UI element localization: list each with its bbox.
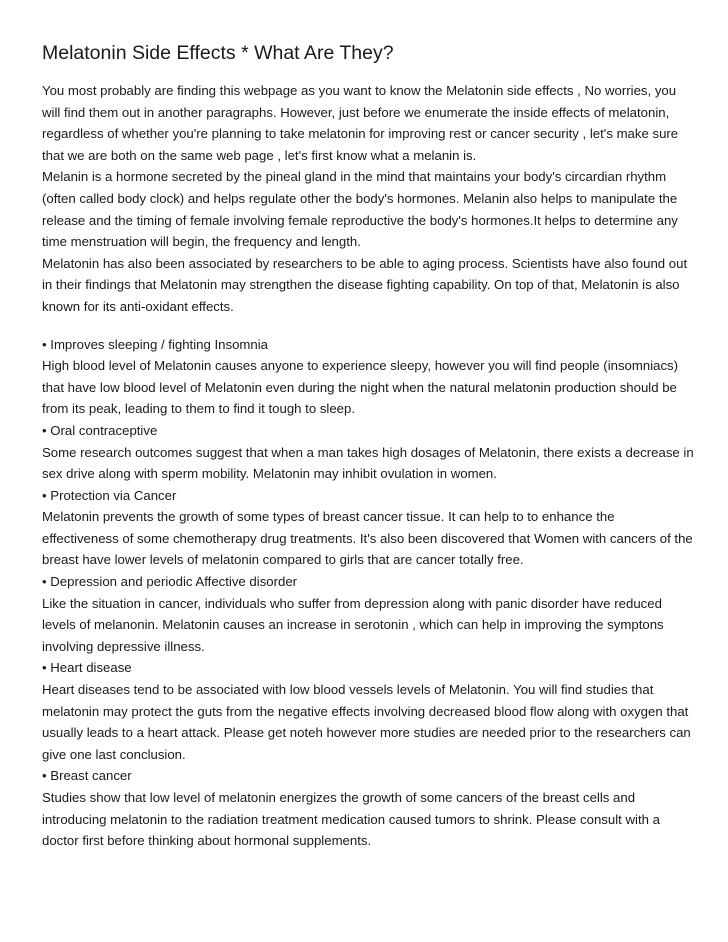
section-text: Some research outcomes suggest that when a man takes high dosages of Melatonin, there exists a decrease in sex drive along with sperm mobility. Melatonin may inhibit ovulation in women. [42, 444, 694, 482]
effects-list [42, 334, 694, 852]
section-spacer [42, 318, 694, 334]
intro-paragraph: Melatonin has also been associated by researchers to be able to aging process. Scientists have also found out in their findings that Melatonin may strengthen the disease fighting capability. On top of that, Melatonin is also known for its anti-oxidant effects. [42, 255, 688, 314]
section-text: Melatonin prevents the growth of some types of breast cancer tissue. It can help to to enhance the effectiveness of some chemotherapy drug treatments. It's also been discovered that Women with cancers of the breast have lower levels of melatonin compared to girls that are cancer totally free. [42, 509, 693, 568]
section-text: Heart diseases tend to be associated with low blood vessels levels of Melatonin. You will find studies that melatonin may protect the guts from the negative effects involving decreased blood flow along with oxygen that usually leads to a heart attack. Please get noteh however more studies are needed prior to the researchers can give one last conclusion. [42, 682, 691, 762]
section-heading: • Protection via Cancer [42, 487, 177, 503]
intro-block [42, 80, 694, 318]
page-title: Melatonin Side Effects * What Are They? [42, 42, 394, 64]
section-text: Like the situation in cancer, individuals who suffer from depression along with panic disorder have reduced levels of melanonin. Melatonin causes an increase in serotonin , which can help in improving the symptons involving depressive illness. [42, 595, 664, 654]
document-page [42, 40, 694, 852]
section-heading: • Heart disease [42, 660, 132, 676]
section-heading: • Improves sleeping / fighting Insomnia [42, 336, 268, 352]
section-text: High blood level of Melatonin causes anyone to experience sleepy, however you will find people (insomniacs) that have low blood level of Melatonin even during the night when the natural melatonin production should be from its peak, leading to them to find it tough to sleep. [42, 358, 679, 417]
section-heading: • Breast cancer [42, 768, 132, 784]
section-heading: • Oral contraceptive [42, 422, 158, 438]
intro-paragraph: You most probably are finding this webpage as you want to know the Melatonin side effects , No worries, you will find them out in another paragraphs. However, just before we enumerate the inside effects of melatonin, regardless of whether you're planning to take melatonin for improving rest or cancer security , let's make sure that we are both on the same web page , let's first know what a melanin is. [42, 83, 679, 163]
section-text: Studies show that low level of melatonin energizes the growth of some cancers of the breast cells and introducing melatonin to the radiation treatment medication caused tumors to shrink. Please consult with a doctor first before thinking about hormonal supplements. [42, 790, 660, 849]
intro-paragraph: Melanin is a hormone secreted by the pineal gland in the mind that maintains your body's circardian rhythm (often called body clock) and helps regulate other the body's hormones. Melanin also helps to manipulate the release and the timing of female involving female reproductive the body's hormones.It helps to determine any time menstruation will begin, the frequency and length. [42, 169, 678, 250]
section-heading: • Depression and periodic Affective disorder [42, 574, 298, 590]
